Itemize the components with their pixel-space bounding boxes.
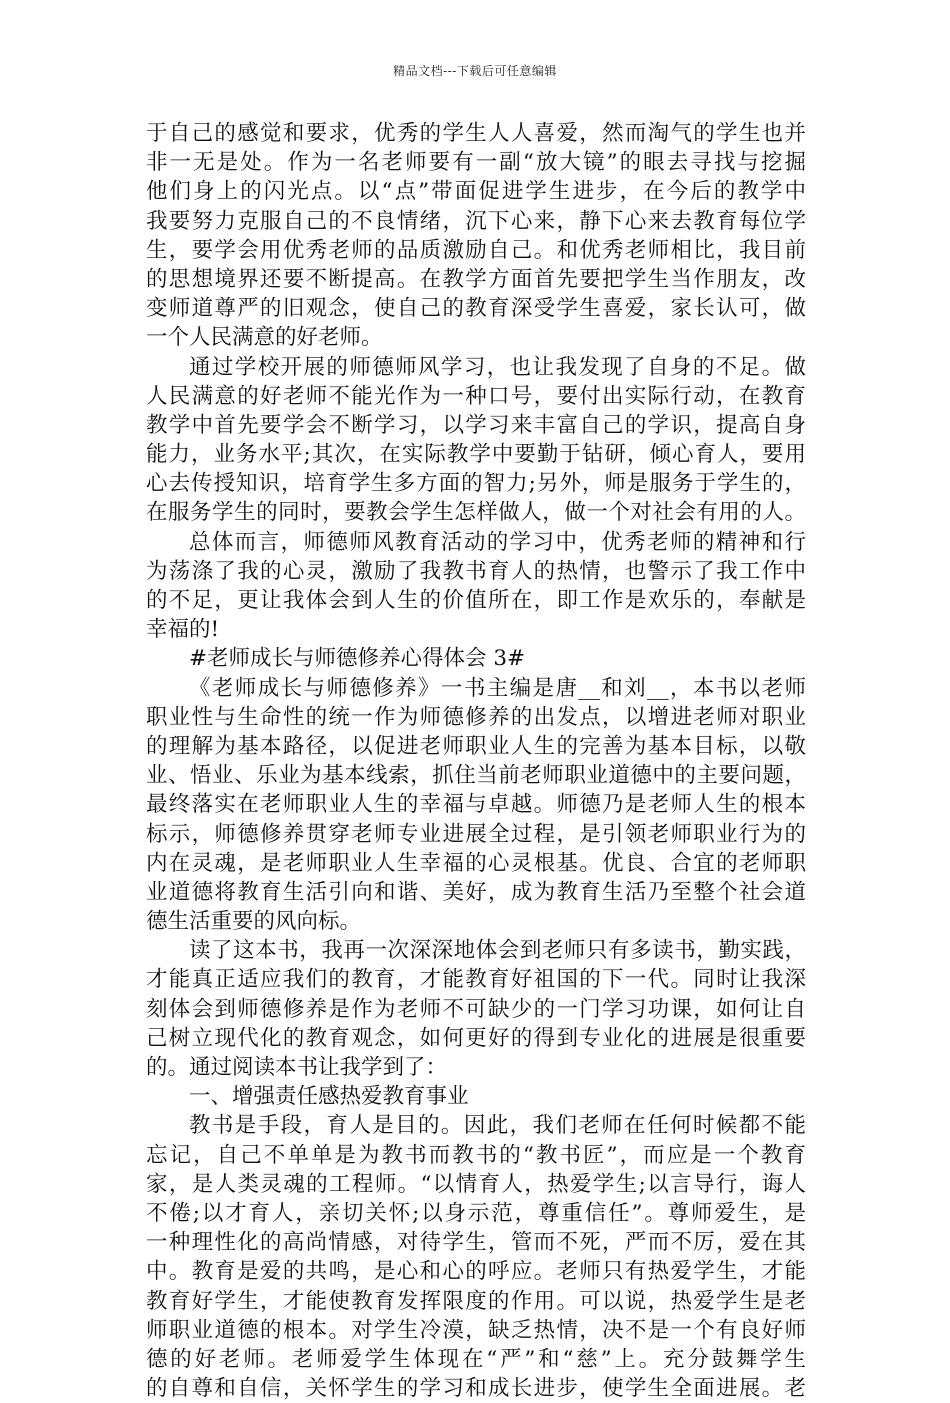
- text-line: 一种理性化的高尚情感，对待学生，管而不死，严而不厉，爱在其: [146, 1230, 806, 1256]
- text-line: 标示，师德修养贯穿老师专业进展全过程，是引领老师职业行为的: [146, 821, 806, 847]
- text-line: 忘记，自己不单单是为教书而教书的“教书匠”，而应是一个教育: [146, 1142, 806, 1168]
- text-line: 最终落实在老师职业人生的幸福与卓越。师德乃是老师人生的根本: [146, 792, 806, 818]
- text-line: 中。教育是爱的共鸣，是心和心的呼应。老师只有热爱学生，才能: [146, 1259, 806, 1285]
- text-line: 师职业道德的根本。对学生冷漠，缺乏热情，决不是一个有良好师: [146, 1317, 806, 1343]
- text-line: 业、悟业、乐业为基本线索，抓住当前老师职业道德中的主要问题，: [146, 763, 806, 789]
- text-line: 的思想境界还要不断提高。在教学方面首先要把学生当作朋友，改: [146, 266, 806, 292]
- paragraph-start-line: 读了这本书，我再一次深深地体会到老师只有多读书，勤实践，: [189, 938, 806, 964]
- text-line: 不倦;以才育人，亲切关怀;以身示范，尊重信任”。尊师爱生，是: [146, 1200, 806, 1226]
- paragraph-start-line: 通过学校开展的师德师风学习，也让我发现了自身的不足。做: [189, 354, 806, 380]
- text-line: 业道德将教育生活引向和谐、美好，成为教育生活乃至整个社会道: [146, 879, 806, 905]
- text-line: 于自己的感觉和要求，优秀的学生人人喜爱，然而淘气的学生也并: [146, 121, 806, 146]
- text-line: 的理解为基本路径，以促进老师职业人生的完善为基本目标，以敬: [146, 733, 806, 759]
- text-line: 家，是人类灵魂的工程师。“以情育人，热爱学生;以言导行，诲人: [146, 1171, 806, 1197]
- section-heading: #老师成长与师德修养心得体会 3#: [189, 646, 526, 672]
- text-line: 教育好学生，才能使教育发挥限度的作用。可以说，热爱学生是老: [146, 1288, 806, 1314]
- text-line: 他们身上的闪光点。以“点”带面促进学生进步，在今后的教学中: [146, 179, 806, 205]
- paragraph-start-line: 《老师成长与师德修养》一书主编是唐__和刘__，本书以老师: [189, 675, 806, 701]
- text-line: 职业性与生命性的统一作为师德修养的出发点，以增进老师对职业: [146, 704, 806, 730]
- text-line: 内在灵魂，是老师职业人生幸福的心灵根基。优良、合宜的老师职: [146, 850, 806, 876]
- document-body: [146, 119, 806, 1403]
- text-line: 在服务学生的同时，要教会学生怎样做人，做一个对社会有用的人。: [146, 500, 806, 526]
- text-line: 己树立现代化的教育观念，如何更好的得到专业化的进展是很重要: [146, 1025, 806, 1051]
- text-line: 教学中首先要学会不断学习，以学习来丰富自己的学识，提高自身: [146, 412, 806, 438]
- text-line: 才能真正适应我们的教育，才能教育好祖国的下一代。同时让我深: [146, 967, 806, 993]
- text-line: 一个人民满意的好老师。: [146, 325, 383, 351]
- subheading: 一、增强责任感热爱教育事业: [189, 1084, 469, 1110]
- text-line: 的不足，更让我体会到人生的价值所在，即工作是欢乐的，奉献是: [146, 588, 806, 613]
- text-line: 变师道尊严的旧观念，使自己的教育深受学生喜爱，家长认可，做: [146, 296, 806, 322]
- text-line: 能力，业务水平;其次，在实际教学中要勤于钻研，倾心育人，要用: [146, 442, 806, 468]
- paragraph-start-line: 教书是手段，育人是目的。因此，我们老师在任何时候都不能: [189, 1113, 806, 1139]
- page-header: 精品文档---下载后可任意编辑: [393, 64, 557, 78]
- text-line: 的。通过阅读本书让我学到了：: [146, 1055, 448, 1080]
- paragraph-start-line: 总体而言，师德师风教育活动的学习中，优秀老师的精神和行: [189, 529, 806, 555]
- text-line: 人民满意的好老师不能光作为一种口号，要付出实际行动，在教育: [146, 383, 806, 409]
- text-line: 我要努力克服自己的不良情绪，沉下心来，静下心来去教育每位学: [146, 208, 806, 234]
- text-line: 非一无是处。作为一名老师要有一副“放大镜”的眼去寻找与挖掘: [146, 150, 806, 176]
- text-line: 刻体会到师德修养是作为老师不可缺少的一门学习功课，如何让自: [146, 996, 806, 1022]
- text-line: 为荡涤了我的心灵，激励了我教书育人的热情，也警示了我工作中: [146, 558, 806, 584]
- text-line: 心去传授知识，培育学生多方面的智力;另外，师是服务于学生的，: [146, 471, 806, 497]
- text-line: 生，要学会用优秀老师的品质激励自己。和优秀老师相比，我目前: [146, 237, 806, 263]
- text-line: 的自尊和自信，关怀学生的学习和成长进步，使学生全面进展。老: [146, 1376, 806, 1402]
- text-line: 幸福的!: [146, 617, 220, 643]
- text-line: 德生活重要的风向标。: [146, 909, 362, 935]
- text-line: 德的好老师。老师爱学生体现在“严”和“慈”上。充分鼓舞学生: [146, 1346, 806, 1372]
